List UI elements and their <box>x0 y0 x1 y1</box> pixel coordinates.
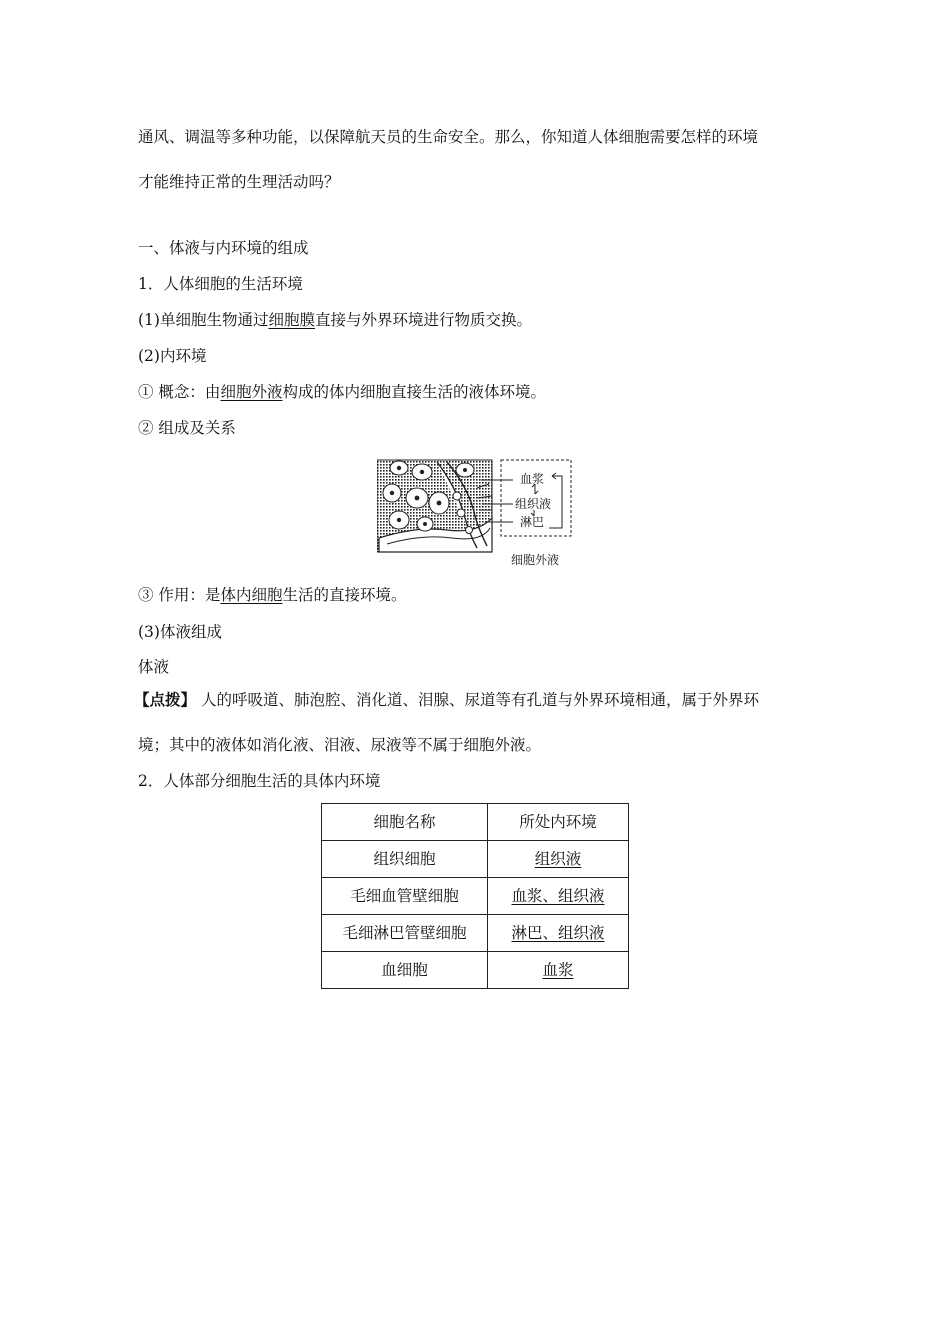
table-row <box>322 878 629 915</box>
subheading-1: 1．人体细胞的生活环境 <box>138 275 303 293</box>
p3-answer: 细胞外液 <box>220 383 283 401</box>
paragraph-4: ② 组成及关系 <box>138 419 236 437</box>
table-row <box>322 915 629 952</box>
paragraph-2: (2)内环境 <box>138 347 207 365</box>
intro-line-2: 才能维持正常的生理活动吗？ <box>138 173 340 191</box>
table-answer: 血浆、组织液 <box>511 887 605 905</box>
p1-prefix: (1)单细胞生物通过 <box>138 311 269 329</box>
table-cell <box>488 915 629 952</box>
paragraph-3 <box>138 382 546 402</box>
table-header-cell: 细胞名称 <box>322 804 488 841</box>
section-2-heading: 2．人体部分细胞生活的具体内环境 <box>138 772 381 790</box>
tip-label: 【点拨】 <box>134 690 197 709</box>
table-row <box>322 952 629 989</box>
tip-line-2: 境；其中的液体如消化液、泪液、尿液等不属于细胞外液。 <box>138 736 542 754</box>
p5-answer: 体内细胞 <box>220 586 283 604</box>
table-header-row <box>322 804 629 841</box>
p5-prefix: ③ 作用：是 <box>138 586 221 604</box>
label-plasma: 血浆 <box>520 472 545 486</box>
table-answer: 组织液 <box>534 850 582 868</box>
tip-line-1 <box>134 690 759 710</box>
paragraph-6: (3)体液组成 <box>138 623 222 641</box>
p5-suffix: 生活的直接环境。 <box>282 586 407 604</box>
label-extracellular-fluid: 细胞外液 <box>511 553 560 567</box>
table-cell <box>488 878 629 915</box>
p1-answer: 细胞膜 <box>268 311 315 329</box>
table-answer: 淋巴、组织液 <box>511 924 605 942</box>
p1-suffix: 直接与外界环境进行物质交换。 <box>314 311 532 329</box>
section-heading: 一、体液与内环境的组成 <box>138 239 309 257</box>
table-cell: 组织细胞 <box>322 841 488 878</box>
table-cell <box>488 952 629 989</box>
table-cell <box>488 841 629 878</box>
cell-environment-table <box>321 803 629 989</box>
label-lymph: 淋巴 <box>520 515 545 529</box>
table-header-cell: 所处内环境 <box>488 804 629 841</box>
table-cell: 毛细淋巴管壁细胞 <box>322 915 488 952</box>
table-answer: 血浆 <box>542 961 574 979</box>
body-fluid-diagram <box>377 458 573 570</box>
table-cell: 血细胞 <box>322 952 488 989</box>
table-cell: 毛细血管壁细胞 <box>322 878 488 915</box>
paragraph-7: 体液 <box>138 658 170 676</box>
tip-text-1: 人的呼吸道、肺泡腔、消化道、泪腺、尿道等有孔道与外界环境相通，属于外界环 <box>200 691 759 709</box>
p3-prefix: ① 概念：由 <box>138 383 221 401</box>
tissue-illustration <box>377 460 492 552</box>
intro-line-1: 通风、调温等多种功能，以保障航天员的生命安全。那么，你知道人体细胞需要怎样的环境 <box>138 128 759 146</box>
label-tissue-fluid: 组织液 <box>515 497 552 511</box>
table-row <box>322 841 629 878</box>
p3-suffix: 构成的体内细胞直接生活的液体环境。 <box>282 383 546 401</box>
paragraph-1 <box>138 310 532 330</box>
paragraph-5 <box>138 585 406 605</box>
